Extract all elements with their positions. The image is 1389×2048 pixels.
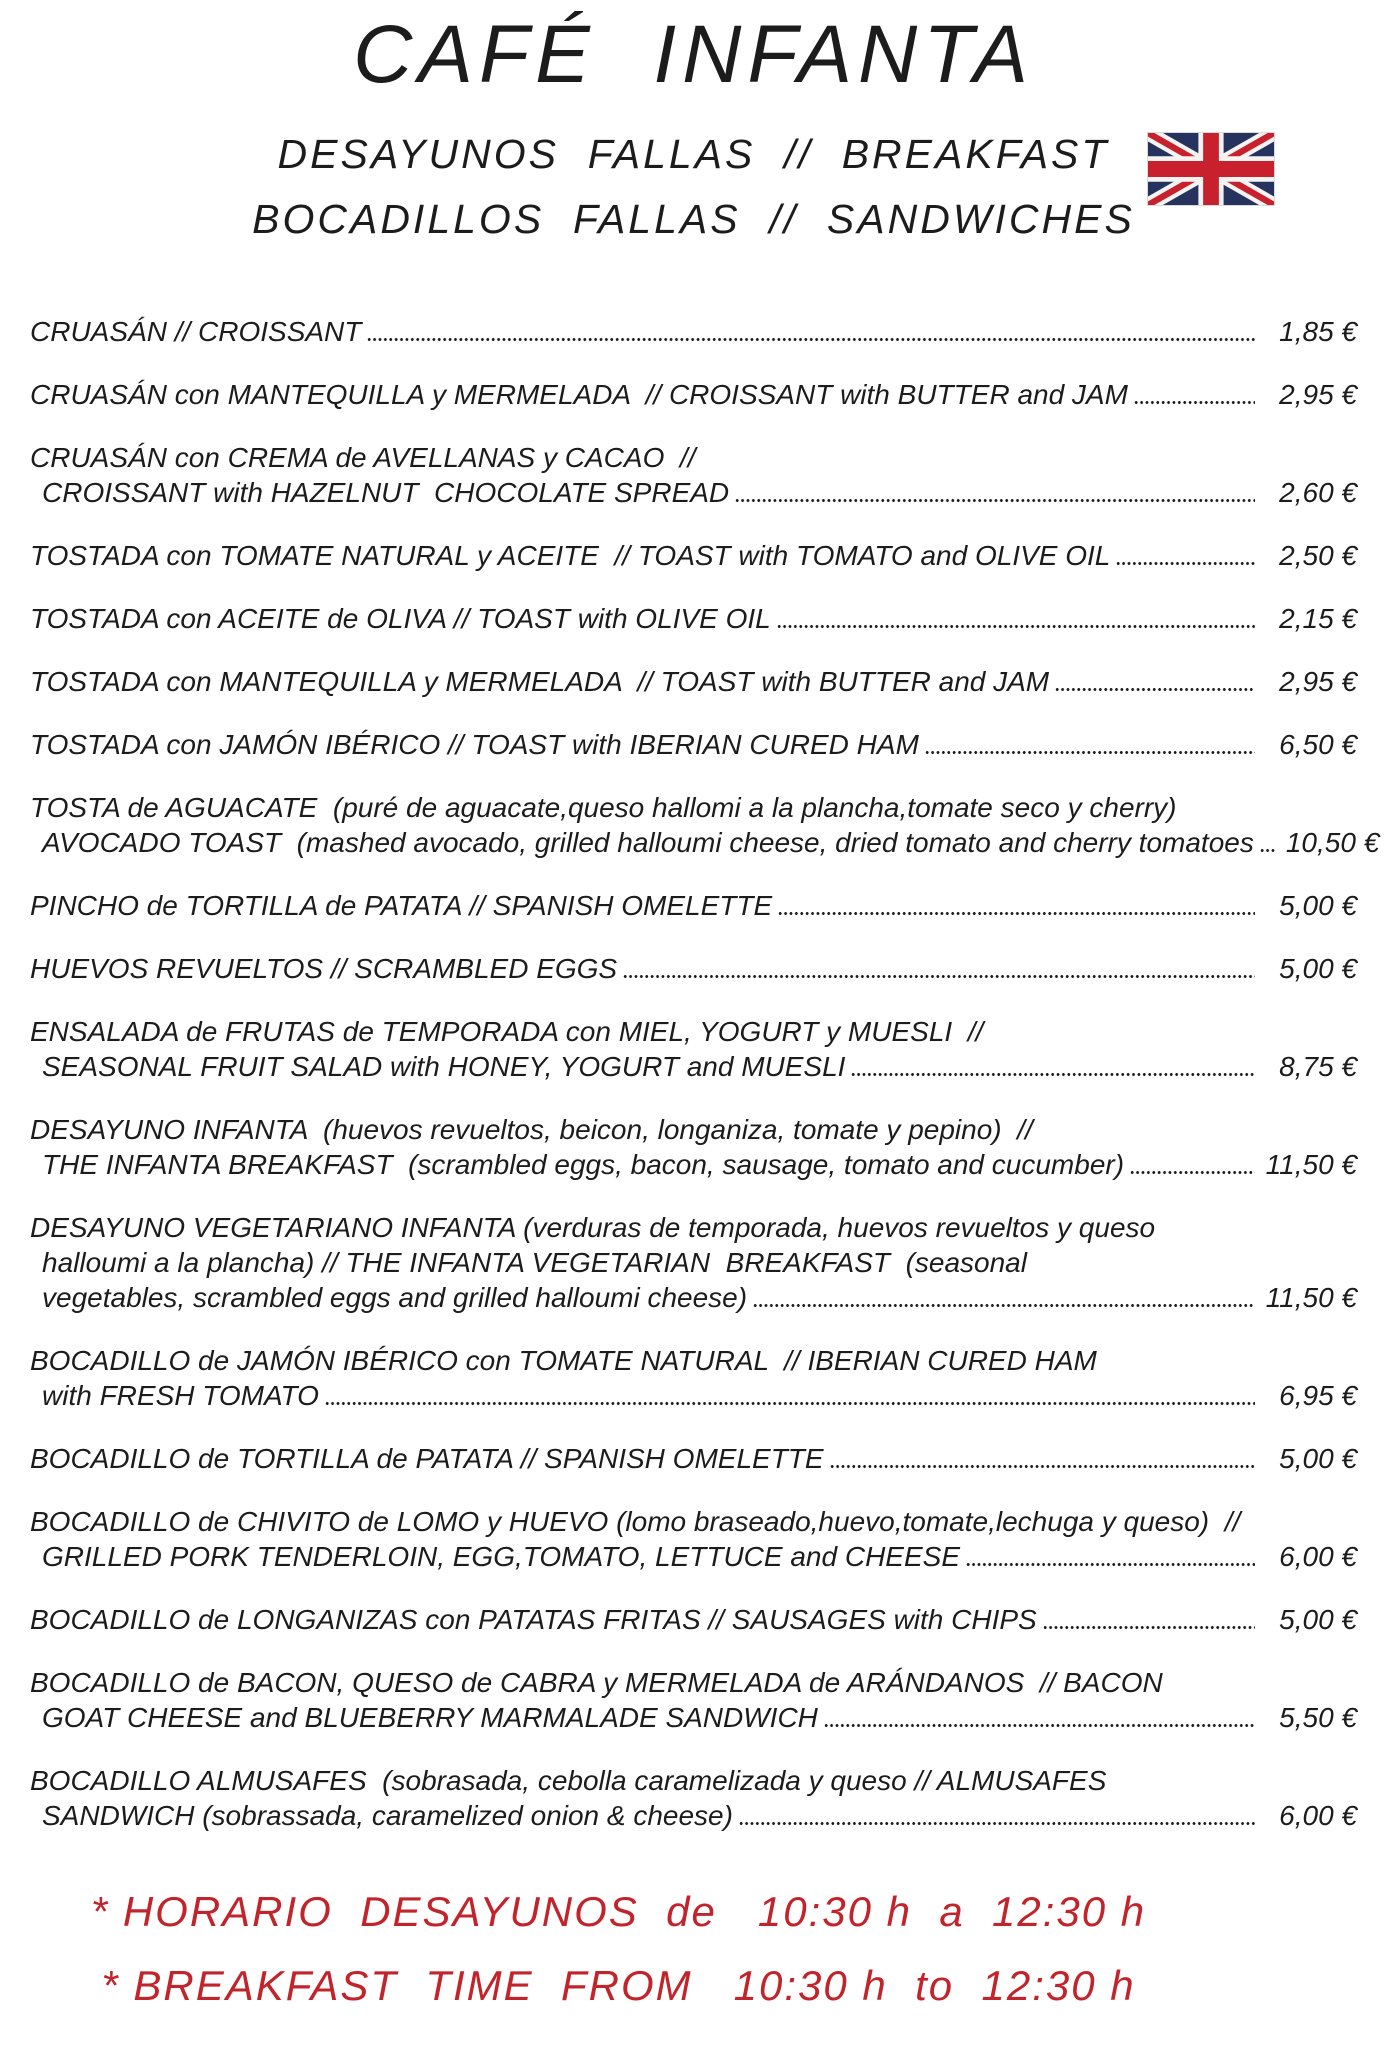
menu-item — [30, 1602, 1357, 1637]
subtitle-line-1: DESAYUNOS FALLAS // BREAKFAST — [277, 131, 1110, 177]
menu-item-price: 2,95 € — [1279, 379, 1357, 410]
menu-item-price-row — [30, 1441, 1357, 1476]
menu-item-text: TOSTADA con ACEITE de OLIVA // TOAST with OLIVE OIL — [30, 603, 771, 634]
menu-item-text: SANDWICH (sobrassada, caramelized onion & cheese) — [42, 1800, 733, 1831]
menu-item — [30, 951, 1357, 986]
menu-item-price-row — [30, 888, 1357, 923]
menu-item-line: BOCADILLO de CHIVITO de LOMO y HUEVO (lomo braseado,huevo,tomate,lechuga y queso) // — [30, 1506, 1241, 1537]
menu-items — [30, 314, 1380, 1833]
dotted-leader — [1260, 847, 1276, 854]
dotted-leader — [830, 1463, 1255, 1470]
menu-item — [30, 888, 1357, 923]
dotted-leader — [925, 749, 1255, 756]
menu-item-line: BOCADILLO de BACON, QUESO de CABRA y MERMELADA de ARÁNDANOS // BACON — [30, 1667, 1163, 1698]
menu-item-price-row — [30, 951, 1357, 986]
menu-item-text: CRUASÁN // CROISSANT — [30, 316, 362, 347]
menu-item-price: 2,95 € — [1279, 666, 1357, 697]
menu-item-price-row — [30, 1798, 1357, 1833]
menu-item-price-row — [30, 1049, 1357, 1084]
dotted-leader — [1130, 1169, 1255, 1176]
menu-item — [30, 1112, 1357, 1182]
menu-item-line: TOSTA de AGUACATE (puré de aguacate,queso hallomi a la plancha,tomate seco y cherry) — [30, 792, 1177, 823]
menu-item-price: 2,60 € — [1279, 477, 1357, 508]
menu-item-line: halloumi a la plancha) // THE INFANTA VEGETARIAN BREAKFAST (seasonal — [42, 1247, 1027, 1278]
dotted-leader — [735, 497, 1255, 504]
menu-item-price-row — [30, 377, 1357, 412]
menu-item-line: DESAYUNO INFANTA (huevos revueltos, beicon, longaniza, tomate y pepino) // — [30, 1114, 1033, 1145]
menu-item-price: 11,50 € — [1265, 1282, 1357, 1313]
menu-item-price: 6,00 € — [1279, 1541, 1357, 1572]
menu-item-price-row — [30, 1147, 1357, 1182]
dotted-leader — [851, 1071, 1255, 1078]
menu-item — [30, 1441, 1357, 1476]
menu-item-price: 10,50 € — [1285, 827, 1380, 858]
menu-item — [30, 664, 1357, 699]
menu-item-text: THE INFANTA BREAKFAST (scrambled eggs, bacon, sausage, tomato and cucumber) — [42, 1149, 1125, 1180]
menu-item-line: BOCADILLO de JAMÓN IBÉRICO con TOMATE NATURAL // IBERIAN CURED HAM — [30, 1345, 1097, 1376]
menu-item — [30, 1665, 1357, 1735]
dotted-leader — [1134, 399, 1255, 406]
menu-item-price: 11,50 € — [1265, 1149, 1357, 1180]
menu-item — [30, 1014, 1357, 1084]
menu-item-text: AVOCADO TOAST (mashed avocado, grilled halloumi cheese, dried tomato and cherry tomatoes — [42, 827, 1254, 858]
menu-item-price-row — [30, 825, 1380, 860]
menu-item-text: GOAT CHEESE and BLUEBERRY MARMALADE SANDWICH — [42, 1702, 818, 1733]
menu-item-price: 5,00 € — [1279, 890, 1357, 921]
menu-item-price: 1,85 € — [1279, 316, 1357, 347]
dotted-leader — [623, 973, 1255, 980]
menu-item-text: PINCHO de TORTILLA de PATATA // SPANISH OMELETTE — [30, 890, 773, 921]
menu-item-price-row — [30, 314, 1357, 349]
menu-item — [30, 314, 1357, 349]
menu-item-price-row — [30, 1700, 1357, 1735]
menu-item-line: BOCADILLO ALMUSAFES (sobrasada, cebolla caramelizada y queso // ALMUSAFES — [30, 1765, 1107, 1796]
dotted-leader — [778, 910, 1255, 917]
menu-item-text: BOCADILLO de LONGANIZAS con PATATAS FRITAS // SAUSAGES with CHIPS — [30, 1604, 1037, 1635]
dotted-leader — [1043, 1624, 1255, 1631]
menu-item-price-row — [30, 601, 1357, 636]
menu-item-price-row — [30, 727, 1357, 762]
menu-item-price-row — [30, 538, 1357, 573]
menu-item-text: TOSTADA con TOMATE NATURAL y ACEITE // TOAST with TOMATO and OLIVE OIL — [30, 540, 1111, 571]
menu-item-text: CRUASÁN con MANTEQUILLA y MERMELADA // CROISSANT with BUTTER and JAM — [30, 379, 1128, 410]
uk-flag-icon — [1148, 133, 1274, 205]
menu-item-price: 8,75 € — [1279, 1051, 1357, 1082]
dotted-leader — [753, 1302, 1255, 1309]
breakfast-hours-note-en: * BREAKFAST TIME FROM 10:30 h to 12:30 h — [101, 1962, 1136, 2009]
menu-item-price-row — [30, 664, 1357, 699]
dotted-leader — [1055, 686, 1255, 693]
menu-item-price-row — [30, 475, 1357, 510]
menu-item-price-row — [30, 1602, 1357, 1637]
menu-item-price: 5,50 € — [1279, 1702, 1357, 1733]
menu-item-price: 6,95 € — [1279, 1380, 1357, 1411]
menu-item-line: CRUASÁN con CREMA de AVELLANAS y CACAO // — [30, 442, 696, 473]
menu-item-price: 2,50 € — [1279, 540, 1357, 571]
menu-item-text: TOSTADA con MANTEQUILLA y MERMELADA // TOAST with BUTTER and JAM — [30, 666, 1050, 697]
menu-item-price-row — [30, 1539, 1357, 1574]
menu-item-line: DESAYUNO VEGETARIANO INFANTA (verduras de temporada, huevos revueltos y queso — [30, 1212, 1156, 1243]
dotted-leader — [367, 336, 1255, 343]
menu-item-line: ENSALADA de FRUTAS de TEMPORADA con MIEL, YOGURT y MUESLI // — [30, 1016, 984, 1047]
menu-item-price: 5,00 € — [1279, 1443, 1357, 1474]
menu-item — [30, 1504, 1357, 1574]
menu-item-price-row — [30, 1280, 1357, 1315]
menu-item — [30, 1763, 1357, 1833]
menu-item-price: 5,00 € — [1279, 953, 1357, 984]
menu-item-text: vegetables, scrambled eggs and grilled halloumi cheese) — [42, 1282, 748, 1313]
menu-item — [30, 790, 1380, 860]
menu-item-text: TOSTADA con JAMÓN IBÉRICO // TOAST with IBERIAN CURED HAM — [30, 729, 919, 760]
menu-item-text: BOCADILLO de TORTILLA de PATATA // SPANISH OMELETTE — [30, 1443, 824, 1474]
dotted-leader — [325, 1400, 1255, 1407]
menu-item — [30, 727, 1357, 762]
dotted-leader — [777, 623, 1255, 630]
subtitle-line-2: BOCADILLOS FALLAS // SANDWICHES — [252, 196, 1135, 242]
menu-item-price: 2,15 € — [1279, 603, 1357, 634]
menu-item — [30, 1343, 1357, 1413]
menu-item-price: 6,00 € — [1279, 1800, 1357, 1831]
page-title: CAFÉ INFANTA — [353, 9, 1034, 100]
dotted-leader — [1116, 560, 1255, 567]
menu-item-price: 5,00 € — [1279, 1604, 1357, 1635]
menu-item-text: SEASONAL FRUIT SALAD with HONEY, YOGURT and MUESLI — [42, 1051, 846, 1082]
dotted-leader — [966, 1561, 1255, 1568]
menu-item-price: 6,50 € — [1279, 729, 1357, 760]
menu-item — [30, 377, 1357, 412]
menu-item-text: HUEVOS REVUELTOS // SCRAMBLED EGGS — [30, 953, 618, 984]
dotted-leader — [824, 1722, 1255, 1729]
breakfast-hours-note-es: * HORARIO DESAYUNOS de 10:30 h a 12:30 h — [90, 1888, 1147, 1935]
menu-item-text: CROISSANT with HAZELNUT CHOCOLATE SPREAD — [42, 477, 730, 508]
menu-item — [30, 1210, 1357, 1315]
menu-item-text: GRILLED PORK TENDERLOIN, EGG,TOMATO, LETTUCE and CHEESE — [42, 1541, 960, 1572]
breakfast-hours-note — [30, 1888, 1357, 2009]
menu-item-price-row — [30, 1378, 1357, 1413]
menu-item — [30, 538, 1357, 573]
menu-item-text: with FRESH TOMATO — [42, 1380, 319, 1411]
dotted-leader — [739, 1820, 1255, 1827]
menu-item — [30, 601, 1357, 636]
menu-item — [30, 440, 1357, 510]
